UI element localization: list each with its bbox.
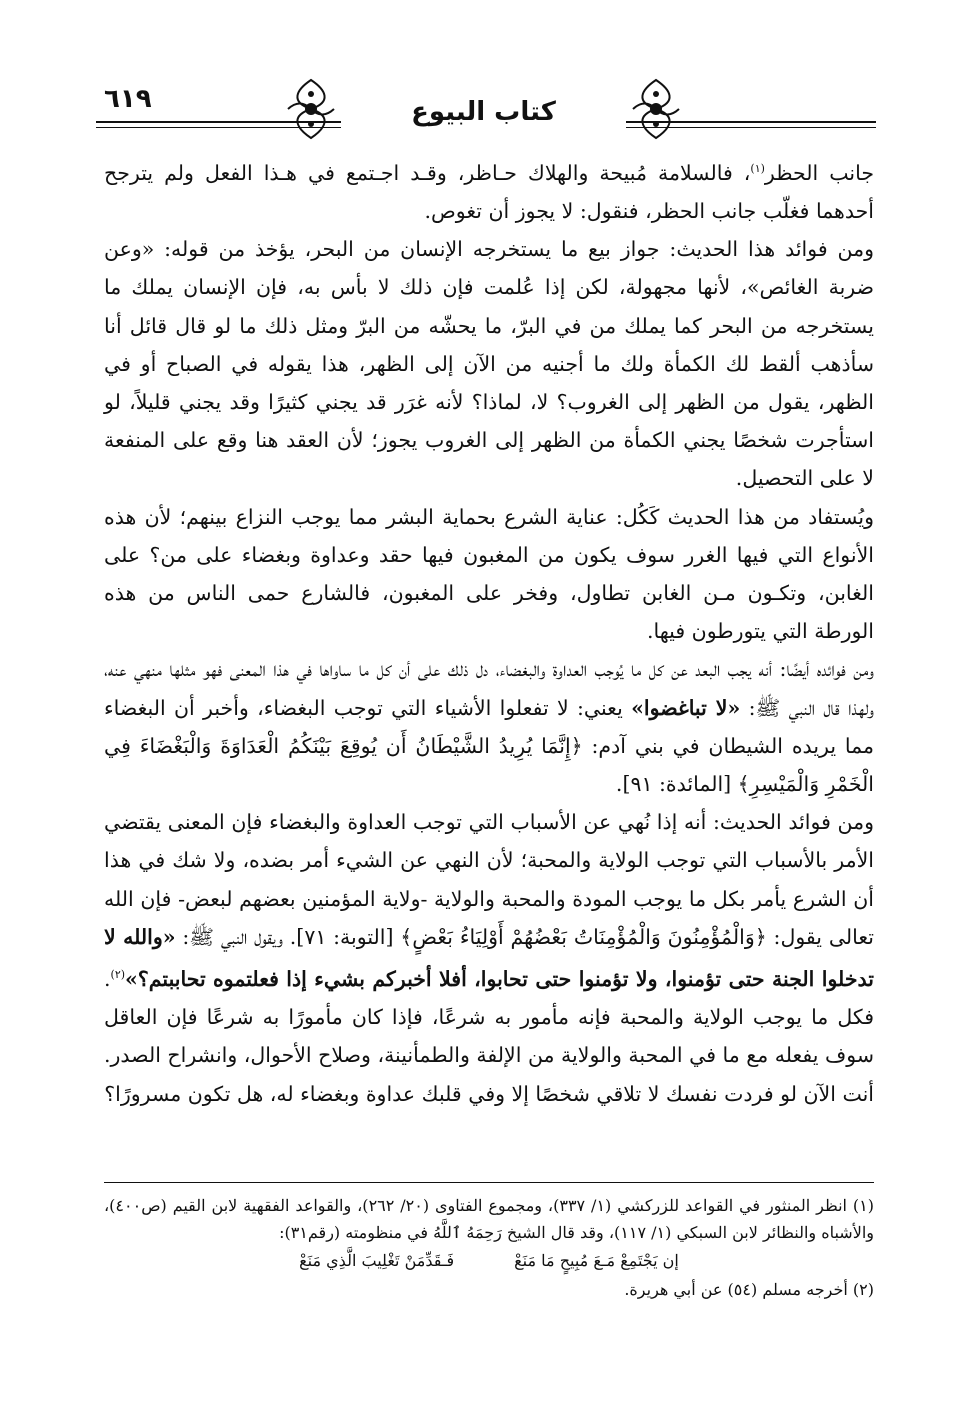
p5-text-a: ومن فوائد الحديث: أنه إذا نُهي عن الأسباب التي توجب العداوة والبغضاء فإن المعنى يقتضي الأمر بالأسباب التي توجب الولاية والمحبة؛ لأن النهي عن الشيء أمر بضده، ولا شك في هذا أن الشرع يأمر بكل ما يوجب المودة والمحبة والولاية -ولاية المؤمنين بعضهم لبعض- فإن الله تعالى يقول: ﴿وَالْمُؤْمِنُونَ وَالْمُؤْمِنَاتُ بَعْضُهُمْ أَوْلِيَاءُ بَعْضٍ﴾ [التوبة: ٧١]. ويقول النبي ﷺ: — [104, 810, 874, 949]
chapter-title-box — [341, 90, 626, 134]
paragraph-2: ومن فوائد هذا الحديث: جواز بيع ما يستخرجه الإنسان من البحر، يؤخذ من قوله: «وعن ضربة الغائص»، لأنها مجهولة، لكن إذا عُلمت فإن ذلك لا بأس به، فإن الإنسان يملك ما يستخرجه من البحر كما يملك من في البرّ، ما يحشّه من البرّ ومثل ذلك ما لو قال قائل أنا سأذهب ألقط لك الكمأة ولك ما أجنيه من الآن إلى الظهر، هذا يقوله في الصباح أو في الظهر، يقول من الظهر إلى الغروب؟ لا، لماذا؟ لأنه غرَر قد يجني كثيرًا وقد يجني قليلاً، لو استأجرت شخصًا يجني الكمأة من الظهر إلى الغروب يجوز؛ لأن العقد هنا وقع على المنفعة لا على التحصيل. — [104, 237, 874, 491]
footnotes — [104, 1192, 874, 1303]
p4-text-b: يعني: لا تفعلوا الأشياء التي توجب البغضاء، وأخبر أن البغضاء مما يريده الشيطان في بني آدم: ﴿إِنَّمَا يُرِيدُ الشَّيْطَانُ أَن يُوقِعَ بَيْنَكُمُ الْعَدَاوَةَ وَالْبَغْضَاءَ فِي الْخَمْرِ وَالْمَيْسِرِ﴾ [المائدة: ٩١]. — [104, 695, 874, 797]
paragraph-5 — [104, 803, 874, 1112]
footnote-2: (٢) أخرجه مسلم (٥٤) عن أبي هريرة. — [624, 1280, 874, 1299]
footnote-separator — [104, 1182, 874, 1183]
body-text — [104, 150, 874, 1113]
p4-text-a: ومن فوائده أيضًا: أنه يجب البعد عن كل ما يُوجب العداوة والبغضاء، دل ذلك على أن كل ما ساواها في هذا المعنى فهو مثلها منهي عنه، ولهذا قال النبي ﷺ: — [104, 657, 875, 720]
verse-hemistich-2: فَـقَدِّمَنْ تَغْلِيبَ الَّذِي مَنَعْ — [299, 1251, 455, 1270]
footnote-ref-1[interactable]: (١) — [750, 162, 765, 175]
footnote-1: (١) انظر المنثور في القواعد للزركشي (١/ ٣٣٧)، ومجموع الفتاوى (٢٠/ ٢٦٢)، والقواعد الفقهية لابن القيم (ص٤٠٠)، والأشباه والنظائر لابن السبكي (١/ ١١٧)، وقد قال الشيخ رَحِمَهُ ٱللَّهُ في منظومته (رقم٣١): — [104, 1196, 875, 1242]
chapter-title: كتاب البيوع — [411, 97, 556, 127]
p5-text-b: . فكل ما يوجب الولاية والمحبة فإنه مأمور به شرعًا، فإذا كان مأمورًا به شرعًا فإن العاقل سوف يفعله مع ما في المحبة والولاية من الإلفة والطمأنينة، وصلاح الأحوال، وانشراح الصدر. أنت الآن لو فردت نفسك لا تلاقي شخصًا إلا وفي قلبك عداوة وبغضاء له، هل تكون مسرورًا؟ — [104, 966, 874, 1106]
ornament-left-icon — [286, 76, 336, 142]
p1-text-b: ، فالسلامة مُبيحة والهلاك حـاظر، وقـد اجـتمع في هـذا الفعل ولم يترجح أحدهما فغلّب جانب الحظر، فنقول: لا يجوز أن تغوص. — [104, 160, 874, 224]
hadith-quote-1: «لا تباغضوا» — [631, 695, 741, 720]
p1-text-a: جانب الحظر — [764, 160, 875, 185]
ornament-right-icon — [631, 76, 681, 142]
hadith-quote-2: «والله لا تدخلوا الجنة حتى تؤمنوا، ولا تؤمنوا حتى تحابوا، أفلا أخبركم بشيء إذا فعلتموه تحاببتم؟» — [104, 924, 874, 991]
footnote-ref-2[interactable]: (٢) — [110, 968, 126, 982]
paragraph-3: ويُستفاد من هذا الحديث كَكُل: عناية الشرع بحماية البشر مما يوجب النزاع بينهم؛ لأن هذه الأنواع التي فيها الغرر سوف يكون من المغبون فيها حقد وعداوة وبغضاء على من؟ على الغابن، وتكـون مـن الغابن تطاول، وفخر على المغبون، فالشارع حمى الناس من هذه الورطة التي يتورطون فيها. — [104, 504, 874, 644]
paragraph-1 — [104, 150, 874, 230]
poem-verse — [104, 1246, 874, 1276]
paragraph-4 — [104, 650, 874, 803]
page-header — [96, 68, 876, 148]
verse-hemistich-1: إن يَجْتَمِعْ مَـعَ مُبِيحٍ مَا مَنَعْ — [514, 1251, 679, 1270]
page-number: ٦١٩ — [104, 84, 152, 114]
